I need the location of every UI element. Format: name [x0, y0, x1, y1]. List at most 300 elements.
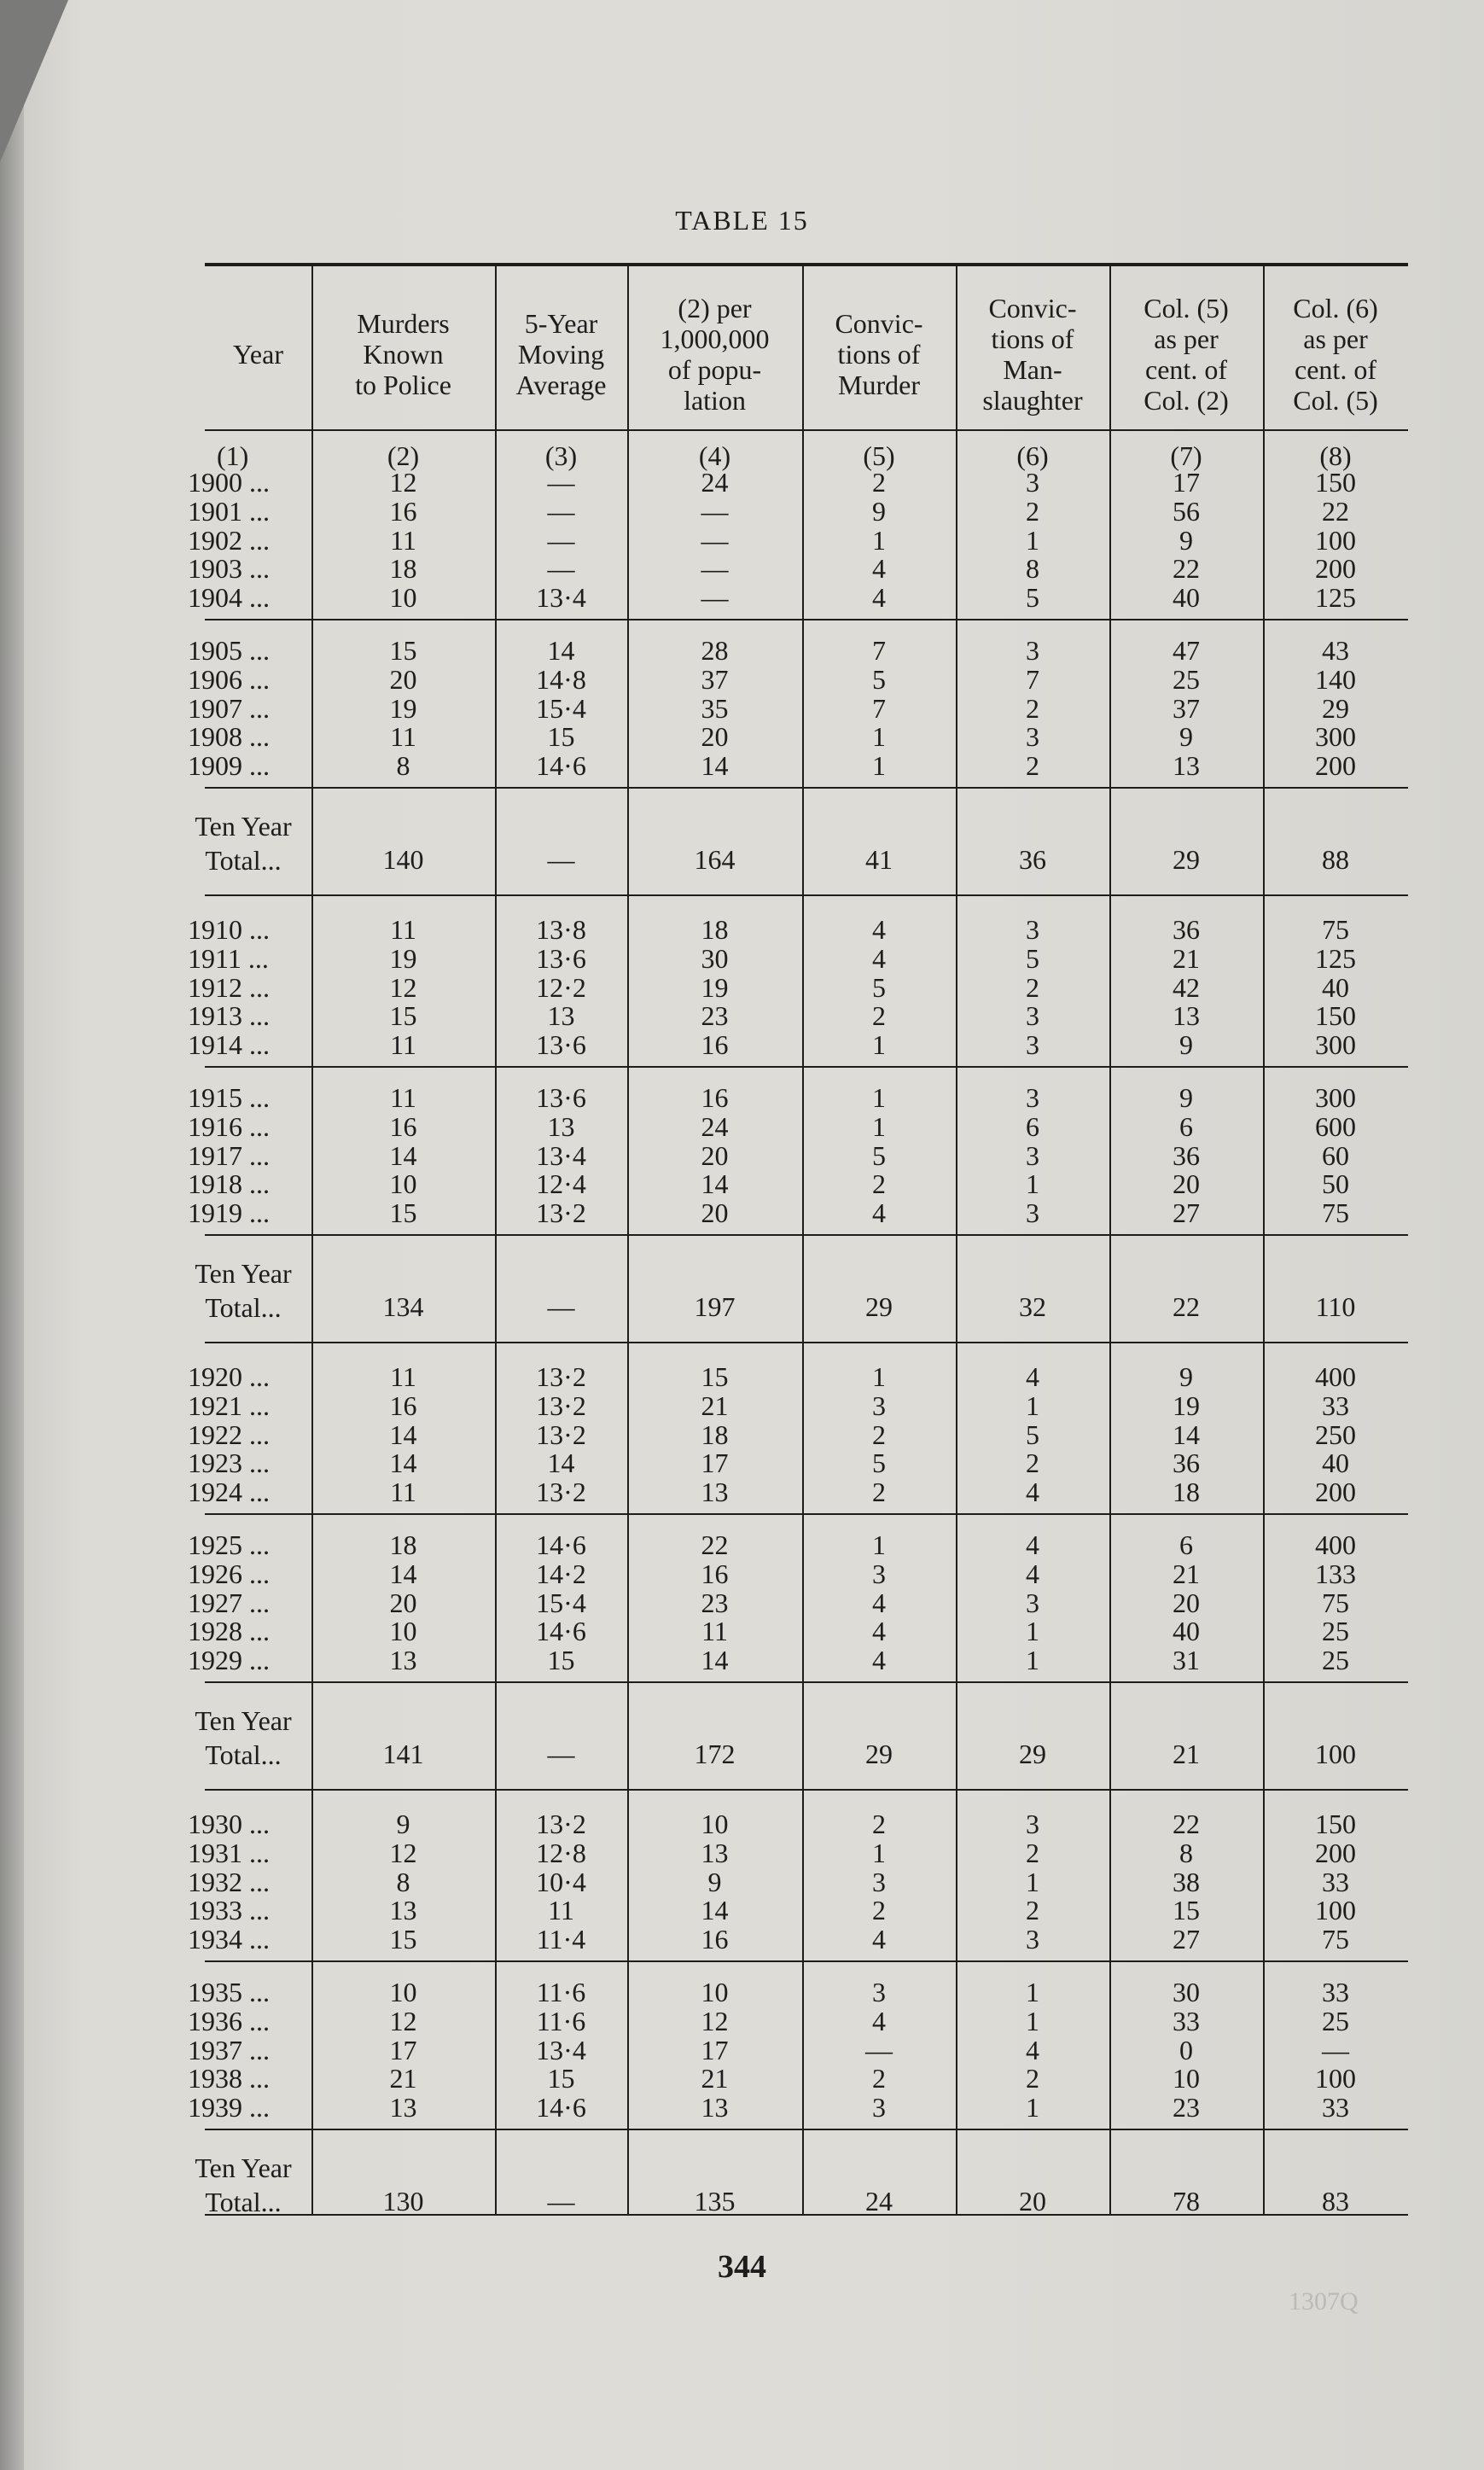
column-header [205, 282, 311, 427]
data-cell: 13·6 [536, 1082, 586, 1113]
column-number: (3) [544, 440, 578, 471]
data-cell: 13·4 [536, 2034, 586, 2065]
total-cell: — [547, 1291, 575, 1322]
data-cell: — [547, 467, 575, 498]
year-cell: 1930 ... [188, 1809, 270, 1839]
page-corner-fold [0, 0, 68, 162]
data-cell: 5 [1026, 582, 1039, 614]
data-cell: 10·4 [536, 1866, 586, 1897]
data-cell: 12 [389, 2005, 417, 2036]
data-cell: 0 [1179, 2034, 1193, 2065]
data-cell: 22 [701, 1529, 729, 1560]
total-cell: 29 [865, 1739, 893, 1769]
data-cell: 3 [1026, 1809, 1039, 1839]
column-header-text: Convic- tions of Man- slaughter [982, 293, 1083, 416]
data-cell: — [701, 582, 729, 614]
year-cell: 1917 ... [188, 1139, 270, 1171]
data-cell: 1 [1026, 1645, 1039, 1676]
data-cell: 300 [1315, 1029, 1356, 1061]
data-cell: — [701, 553, 729, 585]
year-cell: 1922 ... [188, 1419, 270, 1450]
data-cell: 10 [701, 1809, 729, 1839]
year-cell: 1932 ... [188, 1866, 270, 1897]
data-cell: 4 [1026, 1529, 1039, 1560]
data-cell: 16 [389, 1389, 417, 1421]
data-cell: 140 [1315, 663, 1356, 695]
data-cell: 16 [701, 1558, 729, 1589]
data-cell: 3 [1026, 914, 1039, 945]
data-cell: 3 [1026, 467, 1039, 498]
data-cell: 33 [1322, 1866, 1349, 1897]
year-cell: 1910 ... [188, 914, 270, 945]
data-cell: 100 [1315, 524, 1356, 556]
data-cell: 16 [701, 1029, 729, 1061]
data-cell: 13·2 [536, 1389, 586, 1421]
data-cell: 1 [872, 721, 886, 753]
year-cell: 1927 ... [188, 1587, 270, 1618]
group-rule [205, 619, 1408, 620]
column-number: (8) [1319, 440, 1352, 471]
year-cell: 1938 ... [188, 2063, 270, 2094]
year-cell: 1916 ... [188, 1110, 270, 1142]
data-cell: 13 [701, 1477, 729, 1508]
data-cell: 14 [701, 1168, 729, 1200]
total-cell: 78 [1173, 2186, 1200, 2217]
year-cell: 1920 ... [188, 1361, 270, 1392]
group-rule [205, 1066, 1408, 1068]
year-cell: 1904 ... [188, 582, 270, 614]
total-cell: 21 [1173, 1739, 1200, 1769]
data-cell: 9 [1179, 1361, 1193, 1392]
ten-year-total-label: Ten Year Total... [195, 2153, 292, 2217]
data-cell: 3 [1026, 1000, 1039, 1032]
data-cell: 38 [1173, 1866, 1200, 1897]
column-header-text: Year [233, 339, 283, 370]
data-cell: 14·6 [536, 1616, 586, 1647]
data-cell: 1 [1026, 1866, 1039, 1897]
data-cell: 13·2 [536, 1197, 586, 1229]
column-header-text: Convic- tions of Murder [835, 308, 923, 400]
data-cell: 14·6 [536, 2092, 586, 2123]
data-cell: 22 [1173, 553, 1200, 585]
data-cell: 4 [1026, 2034, 1039, 2065]
group-rule [205, 1681, 1408, 1683]
total-cell: 29 [1173, 844, 1200, 875]
total-cell: 130 [382, 2186, 424, 2217]
data-cell: 14·8 [536, 663, 586, 695]
data-cell: 21 [701, 1389, 729, 1421]
total-cell: 24 [865, 2186, 893, 2217]
data-cell: 4 [872, 553, 886, 585]
data-cell: 10 [389, 582, 417, 614]
data-cell: 4 [872, 1645, 886, 1676]
data-cell: 133 [1315, 1558, 1356, 1589]
data-cell: 150 [1315, 1809, 1356, 1839]
data-cell: 24 [701, 467, 729, 498]
data-cell: 36 [1173, 1139, 1200, 1171]
table-title: TABLE 15 [675, 205, 809, 236]
year-cell: 1900 ... [188, 467, 270, 498]
year-cell: 1921 ... [188, 1389, 270, 1421]
data-cell: 50 [1322, 1168, 1349, 1200]
data-cell: 1 [1026, 2092, 1039, 2123]
data-cell: 15 [389, 1924, 417, 1955]
data-cell: 2 [872, 467, 886, 498]
total-cell: 20 [1019, 2186, 1046, 2217]
data-cell: 13 [1173, 750, 1200, 782]
column-header [802, 282, 956, 427]
data-cell: — [701, 524, 729, 556]
year-cell: 1912 ... [188, 971, 270, 1003]
data-cell: — [865, 2034, 893, 2065]
data-cell: 2 [1026, 971, 1039, 1003]
data-cell: 18 [701, 1419, 729, 1450]
year-cell: 1913 ... [188, 1000, 270, 1032]
data-cell: 1 [872, 1082, 886, 1113]
data-cell: 1 [872, 1837, 886, 1868]
total-cell: 32 [1019, 1291, 1046, 1322]
column-number: (4) [698, 440, 731, 471]
data-cell: 11 [390, 721, 416, 753]
data-cell: 200 [1315, 553, 1356, 585]
data-cell: 8 [396, 750, 410, 782]
data-cell: 3 [1026, 1197, 1039, 1229]
data-cell: 4 [872, 2005, 886, 2036]
column-header-text: (2) per 1,000,000 of popu- lation [660, 293, 770, 416]
data-cell: 11 [390, 524, 416, 556]
data-cell: 16 [389, 495, 417, 527]
data-cell: 6 [1179, 1110, 1193, 1142]
column-number: (1) [217, 440, 249, 471]
data-cell: 12·4 [536, 1168, 586, 1200]
data-cell: 15·4 [536, 692, 586, 724]
total-cell: — [547, 844, 575, 875]
ten-year-total-label: Ten Year Total... [195, 1705, 292, 1770]
group-rule [205, 787, 1408, 789]
data-cell: 100 [1315, 2063, 1356, 2094]
data-cell: 2 [872, 2063, 886, 2094]
data-cell: 2 [1026, 1448, 1039, 1479]
data-cell: 33 [1173, 2005, 1200, 2036]
data-cell: 33 [1322, 2092, 1349, 2123]
column-header-text: Col. (5) as per cent. of Col. (2) [1144, 293, 1229, 416]
data-cell: 14 [389, 1419, 417, 1450]
data-cell: — [1322, 2034, 1349, 2065]
data-cell: 37 [701, 663, 729, 695]
data-cell: 5 [1026, 942, 1039, 974]
data-cell: 20 [389, 1587, 417, 1618]
data-cell: 9 [1179, 524, 1193, 556]
group-rule [205, 2129, 1408, 2130]
column-header [311, 282, 495, 427]
data-cell: 1 [872, 750, 886, 782]
data-cell: 7 [872, 635, 886, 666]
data-cell: 14 [701, 750, 729, 782]
data-cell: 2 [1026, 495, 1039, 527]
data-cell: 13 [1173, 1000, 1200, 1032]
group-rule [205, 1513, 1408, 1515]
data-cell: 150 [1315, 1000, 1356, 1032]
data-cell: 12 [389, 1837, 417, 1868]
data-cell: 8 [396, 1866, 410, 1897]
data-cell: 300 [1315, 721, 1356, 753]
column-header-text: Col. (6) as per cent. of Col. (5) [1293, 293, 1378, 416]
data-cell: 9 [1179, 1082, 1193, 1113]
data-cell: 125 [1315, 582, 1356, 614]
data-cell: 14 [1173, 1419, 1200, 1450]
data-cell: 8 [1026, 553, 1039, 585]
data-cell: 15 [547, 1645, 575, 1676]
year-cell: 1923 ... [188, 1448, 270, 1479]
data-cell: 4 [872, 942, 886, 974]
data-cell: 1 [872, 1529, 886, 1560]
data-cell: 13·8 [536, 914, 586, 945]
year-cell: 1901 ... [188, 495, 270, 527]
data-cell: 42 [1173, 971, 1200, 1003]
data-cell: 10 [389, 1616, 417, 1647]
data-cell: 4 [1026, 1477, 1039, 1508]
data-cell: 13·2 [536, 1477, 586, 1508]
data-cell: 40 [1322, 1448, 1349, 1479]
total-cell: 135 [694, 2186, 736, 2217]
data-cell: 23 [701, 1000, 729, 1032]
data-cell: 2 [872, 1809, 886, 1839]
year-cell: 1919 ... [188, 1197, 270, 1229]
data-cell: 1 [1026, 1616, 1039, 1647]
data-cell: 75 [1322, 1924, 1349, 1955]
data-cell: 22 [1322, 495, 1349, 527]
data-cell: 4 [872, 1587, 886, 1618]
data-cell: 9 [1179, 721, 1193, 753]
table-top-rule [205, 263, 1408, 266]
data-cell: 15 [701, 1361, 729, 1392]
data-cell: 1 [872, 1029, 886, 1061]
data-cell: 11 [701, 1616, 728, 1647]
data-cell: 5 [872, 1448, 886, 1479]
data-cell: 13·2 [536, 1419, 586, 1450]
data-cell: 11 [390, 1477, 416, 1508]
year-cell: 1906 ... [188, 663, 270, 695]
total-cell: 164 [694, 844, 736, 875]
ten-year-total-label: Ten Year Total... [195, 1258, 292, 1323]
data-cell: — [547, 495, 575, 527]
data-cell: 1 [872, 1361, 886, 1392]
data-cell: 13·6 [536, 1029, 586, 1061]
data-cell: 125 [1315, 942, 1356, 974]
data-cell: 3 [872, 1558, 886, 1589]
total-cell: 197 [694, 1291, 736, 1322]
data-cell: 37 [1173, 692, 1200, 724]
data-cell: 40 [1322, 971, 1349, 1003]
year-cell: 1915 ... [188, 1082, 270, 1113]
data-cell: 400 [1315, 1361, 1356, 1392]
total-cell: 100 [1315, 1739, 1356, 1769]
year-cell: 1926 ... [188, 1558, 270, 1589]
decade-rule [205, 1789, 1408, 1791]
data-cell: 23 [701, 1587, 729, 1618]
total-cell: 134 [382, 1291, 424, 1322]
data-cell: 15 [1173, 1895, 1200, 1926]
data-cell: 6 [1026, 1110, 1039, 1142]
data-cell: 2 [872, 1477, 886, 1508]
year-cell: 1925 ... [188, 1529, 270, 1560]
data-cell: 8 [1179, 1837, 1193, 1868]
data-cell: 31 [1173, 1645, 1200, 1676]
data-cell: 3 [1026, 1587, 1039, 1618]
page-number: 344 [718, 2249, 766, 2285]
data-cell: 13 [389, 2092, 417, 2123]
year-cell: 1939 ... [188, 2092, 270, 2123]
column-header [1109, 282, 1263, 427]
year-cell: 1936 ... [188, 2005, 270, 2036]
data-cell: 6 [1179, 1529, 1193, 1560]
data-cell: 100 [1315, 1895, 1356, 1926]
data-cell: 2 [1026, 1837, 1039, 1868]
data-cell: 2 [1026, 1895, 1039, 1926]
data-cell: 18 [389, 1529, 417, 1560]
data-cell: 14·6 [536, 750, 586, 782]
pencil-mark: 1307Q [1289, 2287, 1359, 2316]
data-cell: 15·4 [536, 1587, 586, 1618]
data-cell: 19 [389, 942, 417, 974]
column-number: (7) [1170, 440, 1202, 471]
data-cell: 17 [389, 2034, 417, 2065]
data-cell: 1 [1026, 2005, 1039, 2036]
data-cell: 200 [1315, 1837, 1356, 1868]
data-cell: 4 [1026, 1558, 1039, 1589]
data-cell: 1 [1026, 1389, 1039, 1421]
data-cell: 60 [1322, 1139, 1349, 1171]
data-cell: 13·2 [536, 1809, 586, 1839]
data-cell: 75 [1322, 1197, 1349, 1229]
data-cell: 5 [872, 663, 886, 695]
data-cell: 11·4 [536, 1924, 586, 1955]
data-cell: 16 [389, 1110, 417, 1142]
decade-rule [205, 1342, 1408, 1343]
data-cell: 9 [396, 1809, 410, 1839]
column-header [956, 282, 1109, 427]
year-cell: 1907 ... [188, 692, 270, 724]
data-cell: 14·6 [536, 1529, 586, 1560]
total-cell: 29 [1019, 1739, 1046, 1769]
data-cell: 25 [1322, 2005, 1349, 2036]
data-cell: 25 [1322, 1616, 1349, 1647]
data-cell: 4 [872, 1197, 886, 1229]
data-cell: 15 [547, 721, 575, 753]
header-rule [205, 429, 1408, 431]
year-cell: 1933 ... [188, 1895, 270, 1926]
data-cell: 15 [389, 1197, 417, 1229]
data-cell: 14 [701, 1895, 729, 1926]
data-cell: — [701, 495, 729, 527]
data-cell: 56 [1173, 495, 1200, 527]
total-cell: 110 [1315, 1291, 1356, 1322]
data-cell: 3 [1026, 1082, 1039, 1113]
data-cell: 35 [701, 692, 729, 724]
data-cell: 14 [701, 1645, 729, 1676]
data-cell: 21 [1173, 942, 1200, 974]
data-cell: 23 [1173, 2092, 1200, 2123]
data-cell: 20 [701, 1139, 729, 1171]
data-cell: 11 [390, 1029, 416, 1061]
data-cell: 2 [872, 1419, 886, 1450]
data-cell: 30 [701, 942, 729, 974]
data-cell: 5 [872, 971, 886, 1003]
data-cell: 9 [872, 495, 886, 527]
data-cell: 10 [701, 1977, 729, 2007]
data-cell: 40 [1173, 1616, 1200, 1647]
data-cell: 3 [872, 1977, 886, 2007]
data-cell: 4 [872, 1616, 886, 1647]
data-cell: 10 [1173, 2063, 1200, 2094]
total-cell: 88 [1322, 844, 1349, 875]
year-cell: 1903 ... [188, 553, 270, 585]
data-cell: 21 [701, 2063, 729, 2094]
data-cell: 19 [1173, 1389, 1200, 1421]
data-cell: 19 [389, 692, 417, 724]
data-cell: 11 [390, 1082, 416, 1113]
total-cell: 22 [1173, 1291, 1200, 1322]
total-cell: 36 [1019, 844, 1046, 875]
data-cell: 14 [389, 1448, 417, 1479]
data-cell: 3 [872, 1389, 886, 1421]
group-rule [205, 1960, 1408, 1962]
data-cell: 36 [1173, 1448, 1200, 1479]
year-cell: 1924 ... [188, 1477, 270, 1508]
data-cell: 300 [1315, 1082, 1356, 1113]
data-cell: 2 [872, 1168, 886, 1200]
year-cell: 1911 ... [188, 942, 269, 974]
data-cell: 3 [1026, 721, 1039, 753]
data-cell: 400 [1315, 1529, 1356, 1560]
statistics-table [188, 263, 1408, 2217]
data-cell: 18 [701, 914, 729, 945]
data-cell: 2 [1026, 692, 1039, 724]
data-cell: 13·4 [536, 1139, 586, 1171]
data-cell: 12 [389, 971, 417, 1003]
year-cell: 1905 ... [188, 635, 270, 666]
data-cell: 36 [1173, 914, 1200, 945]
year-cell: 1918 ... [188, 1168, 270, 1200]
data-cell: 17 [701, 1448, 729, 1479]
data-cell: 13 [389, 1645, 417, 1676]
data-cell: 200 [1315, 750, 1356, 782]
year-cell: 1929 ... [188, 1645, 270, 1676]
data-cell: 2 [872, 1895, 886, 1926]
data-cell: 12·2 [536, 971, 586, 1003]
data-cell: 11·6 [536, 1977, 586, 2007]
column-number: (6) [1016, 440, 1049, 471]
data-cell: 19 [701, 971, 729, 1003]
data-cell: 18 [1173, 1477, 1200, 1508]
data-cell: 7 [872, 692, 886, 724]
total-cell: 141 [382, 1739, 424, 1769]
data-cell: 11 [390, 1361, 416, 1392]
data-cell: 1 [1026, 1168, 1039, 1200]
total-cell: — [547, 2186, 575, 2217]
data-cell: — [547, 524, 575, 556]
data-cell: 24 [701, 1110, 729, 1142]
data-cell: 4 [872, 582, 886, 614]
data-cell: 250 [1315, 1419, 1356, 1450]
data-cell: 13·4 [536, 582, 586, 614]
year-cell: 1937 ... [188, 2034, 270, 2065]
data-cell: 5 [1026, 1419, 1039, 1450]
data-cell: 30 [1173, 1977, 1200, 2007]
total-cell: — [547, 1739, 575, 1769]
data-cell: 13 [547, 1110, 575, 1142]
data-cell: 47 [1173, 635, 1200, 666]
